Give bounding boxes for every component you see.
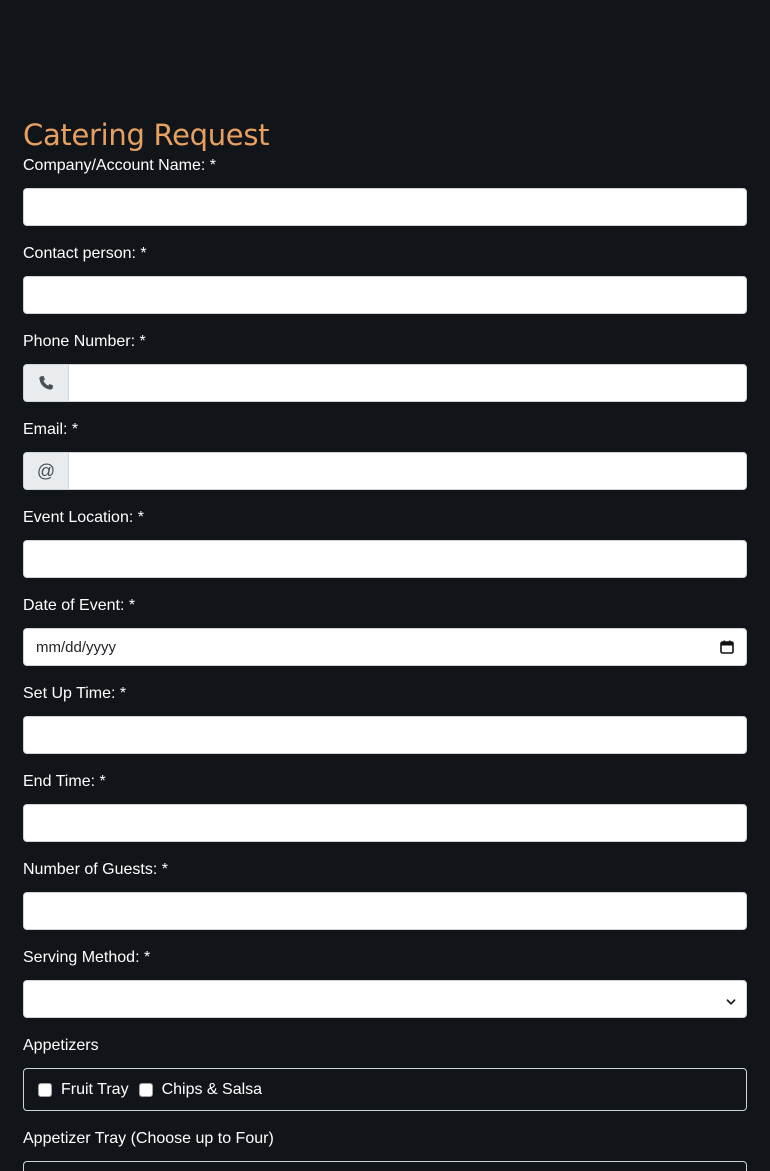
contact-person-field — [23, 244, 747, 314]
chips-salsa-label: Chips & Salsa — [161, 1080, 263, 1098]
serving-method-label: Serving Method: * — [23, 949, 151, 966]
at-icon: @ — [24, 453, 69, 489]
appetizer-tray-field — [23, 1129, 747, 1171]
date-placeholder: mm/dd/yyyy — [36, 638, 117, 656]
date-of-event-label: Date of Event: * — [23, 597, 136, 614]
email-field — [23, 420, 747, 490]
contact-person-input[interactable] — [23, 276, 747, 314]
company-account-name-input[interactable] — [23, 188, 747, 226]
calendar-icon-graphic — [720, 640, 734, 654]
phone-icon-graphic — [38, 375, 54, 391]
set-up-time-field — [23, 684, 747, 754]
chips-salsa-checkbox[interactable] — [139, 1083, 153, 1097]
email-label: Email: * — [23, 421, 79, 438]
catering-request-form — [23, 114, 747, 1171]
phone-number-input-group — [23, 364, 747, 402]
phone-icon — [24, 365, 69, 401]
end-time-input[interactable] — [23, 804, 747, 842]
number-of-guests-label: Number of Guests: * — [23, 861, 168, 878]
set-up-time-input[interactable] — [23, 716, 747, 754]
phone-number-field — [23, 332, 747, 402]
phone-number-input[interactable] — [69, 365, 746, 401]
appetizer-tray-label: Appetizer Tray (Choose up to Four) — [23, 1130, 274, 1147]
fruit-tray-checkbox[interactable] — [38, 1083, 52, 1097]
appetizers-label: Appetizers — [23, 1037, 99, 1054]
event-location-input[interactable] — [23, 540, 747, 578]
chevron-down-icon — [726, 994, 736, 1004]
event-location-field — [23, 508, 747, 578]
end-time-field — [23, 772, 747, 842]
company-account-name-field — [23, 156, 747, 226]
set-up-time-label: Set Up Time: * — [23, 685, 127, 702]
fruit-tray-label: Fruit Tray — [61, 1080, 129, 1098]
company-account-name-label: Company/Account Name: * — [23, 157, 216, 174]
email-input-group — [23, 452, 747, 490]
contact-person-label: Contact person: * — [23, 245, 147, 262]
phone-number-label: Phone Number: * — [23, 333, 146, 350]
appetizers-field — [23, 1036, 747, 1111]
appetizers-options — [23, 1068, 747, 1111]
serving-method-field — [23, 948, 747, 1018]
email-input[interactable] — [69, 453, 746, 489]
event-location-label: Event Location: * — [23, 509, 144, 526]
calendar-icon[interactable] — [720, 640, 734, 654]
end-time-label: End Time: * — [23, 773, 106, 790]
date-of-event-field — [23, 596, 747, 666]
serving-method-select[interactable] — [23, 980, 747, 1018]
number-of-guests-input[interactable] — [23, 892, 747, 930]
appetizer-option-chips-salsa[interactable] — [139, 1081, 263, 1099]
appetizer-tray-options — [23, 1161, 747, 1171]
page-title: Catering Request — [23, 118, 270, 152]
appetizer-option-fruit-tray[interactable] — [38, 1081, 129, 1099]
chevron-down-icon-graphic — [726, 997, 736, 1007]
number-of-guests-field — [23, 860, 747, 930]
date-of-event-input[interactable] — [23, 628, 747, 666]
